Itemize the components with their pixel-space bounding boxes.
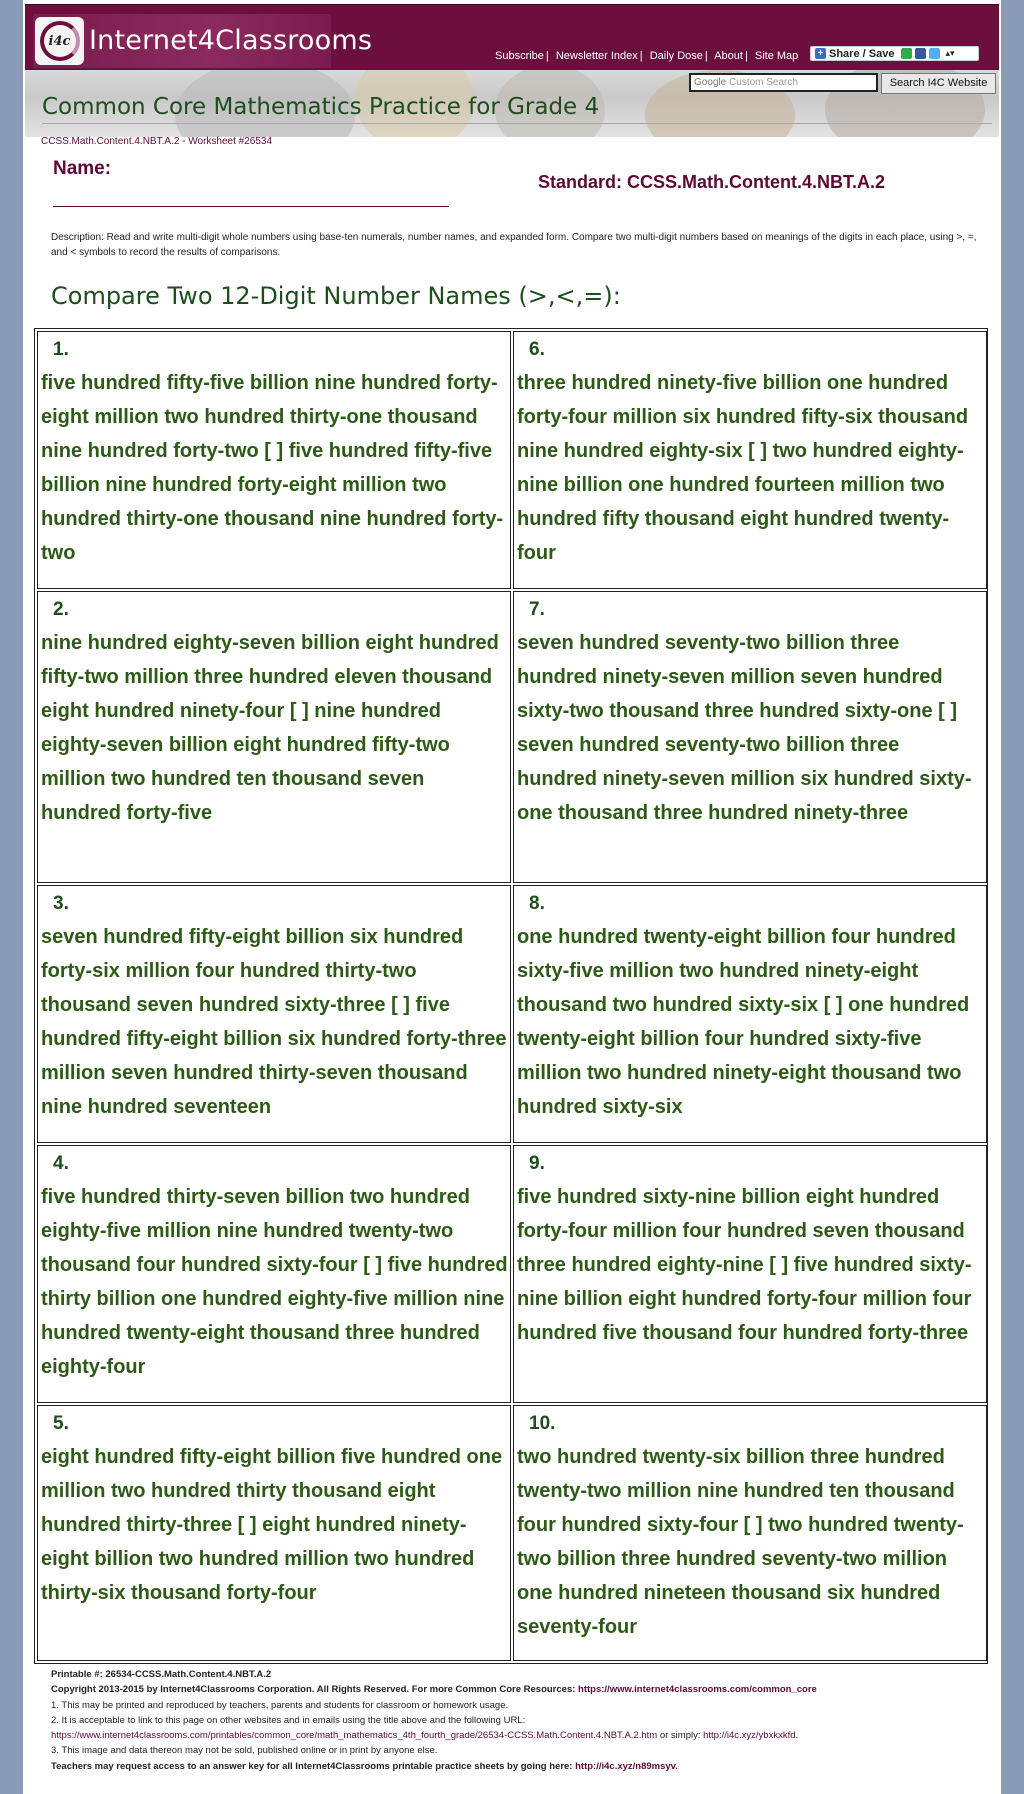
logo-mark: i4c bbox=[40, 21, 80, 61]
plus-icon: + bbox=[815, 48, 826, 59]
search-button[interactable]: Search I4C Website bbox=[881, 73, 996, 94]
question-6 bbox=[513, 331, 987, 589]
note-2: 2. It is acceptable to link to this page on other websites and in emails using the title above and the following URL: bbox=[51, 1714, 526, 1726]
twitter-icon bbox=[929, 48, 940, 59]
question-number: 2. bbox=[53, 599, 69, 620]
printable-number: Printable #: 26534-CCSS.Math.Content.4.NBT.A.2 bbox=[51, 1669, 272, 1680]
nav-subscribe[interactable]: Subscribe bbox=[495, 50, 544, 62]
question-number: 8. bbox=[529, 893, 545, 914]
top-nav: Subscribe | Newsletter Index | Daily Dose | About | Site Map bbox=[495, 50, 799, 62]
standard-label: Standard: CCSS.Math.Content.4.NBT.A.2 bbox=[538, 172, 886, 192]
logo-icon bbox=[35, 17, 84, 65]
question-9 bbox=[513, 1145, 987, 1403]
nav-newsletter-index[interactable]: Newsletter Index bbox=[555, 50, 638, 62]
note-1: 1. This may be printed and reproduced by teachers, parents and students for classroom or homework usage. bbox=[51, 1699, 509, 1711]
worksheet-id: CCSS.Math.Content.4.NBT.A.2 - Worksheet #26534 bbox=[41, 136, 273, 147]
search-input[interactable] bbox=[689, 73, 878, 92]
banner-divider bbox=[42, 123, 992, 124]
footer bbox=[51, 1667, 995, 1774]
question-1 bbox=[37, 331, 511, 589]
question-8 bbox=[513, 885, 987, 1143]
question-text: three hundred ninety-five billion one hundred forty-four million six hundred fifty-six thousand nine hundred eighty-six [ ] two hundred eighty-nine billion one hundred fourteen million two hundred fifty thousand eight hundred twenty-four bbox=[517, 372, 969, 564]
question-text: eight hundred fifty-eight billion five hundred one million two hundred thirty thousand eight hundred thirty-three [ ] eight hundred ninety-eight billion two hundred million two hundred thirty-six thousand forty-four bbox=[41, 1446, 503, 1604]
question-7 bbox=[513, 591, 987, 883]
question-3 bbox=[37, 885, 511, 1143]
question-10 bbox=[513, 1405, 987, 1661]
section-title: Compare Two 12-Digit Number Names (>,<,=): bbox=[51, 282, 621, 310]
question-4 bbox=[37, 1145, 511, 1403]
question-number: 9. bbox=[529, 1153, 545, 1174]
share-label: Share / Save bbox=[829, 47, 895, 60]
question-text: five hundred fifty-five billion nine hundred forty-eight million two hundred thirty-one thousand nine hundred forty-two [ ] five hundred fifty-five billion nine hundred forty-eight million two hundred thirty-one thousand nine hundred forty-two bbox=[41, 372, 504, 564]
answer-key-note: Teachers may request access to an answer key for all Internet4Classrooms printable practice sheets by going here: http://i4c.xyz/n89msyv. bbox=[51, 1760, 678, 1772]
common-core-link[interactable]: https://www.internet4classrooms.com/common_core bbox=[578, 1684, 817, 1696]
share-icon bbox=[901, 48, 912, 59]
site-name: Internet4Classrooms bbox=[89, 25, 373, 56]
long-url-link[interactable]: https://www.internet4classrooms.com/printables/common_core/math_mathematics_4th_fourth_grade/26534-CCSS.Math.Content.4.NBT.A.2.htm bbox=[51, 1730, 658, 1742]
question-text: nine hundred eighty-seven billion eight hundred fifty-two million three hundred eleven thousand eight hundred ninety-four [ ] nine hundred eighty-seven billion eight hundred fifty-two million two hundred ten thousand seven hundred forty-five bbox=[41, 632, 499, 824]
question-text: five hundred sixty-nine billion eight hundred forty-four million four hundred seven thousand three hundred eighty-nine [ ] five hundred sixty-nine billion eight hundred forty-four million four hundred five thousand four hundred forty-three bbox=[517, 1186, 972, 1344]
question-number: 4. bbox=[53, 1153, 69, 1174]
question-number: 10. bbox=[529, 1413, 556, 1434]
question-5 bbox=[37, 1405, 511, 1661]
page-url: https://www.internet4classrooms.com/printables/common_core/math_mathematics_4th_fourth_grade/26534-CCSS.Math.Content.4.NBT.A.2.htm or simply: http://i4c.xyz/ybxkxkfd. bbox=[51, 1730, 799, 1742]
banner bbox=[25, 70, 999, 137]
name-label: Name: bbox=[53, 158, 112, 179]
short-url-link[interactable]: http://i4c.xyz/ybxkxkfd bbox=[703, 1730, 796, 1742]
question-text: two hundred twenty-six billion three hundred twenty-two million nine hundred ten thousand four hundred sixty-four [ ] two hundred twenty-two billion three hundred seventy-two million one hundred nineteen thousand six hundred seventy-four bbox=[517, 1446, 964, 1638]
site-logo[interactable] bbox=[33, 14, 373, 68]
question-number: 3. bbox=[53, 893, 69, 914]
description: Description: Read and write multi-digit whole numbers using base-ten numerals, number names, and expanded form. Compare two multi-digit numbers based on meanings of the digits in each place, using >, =, and < symbols to record the results of comparisons. bbox=[51, 232, 977, 258]
google-brand: Google bbox=[694, 77, 727, 88]
share-save-button[interactable] bbox=[810, 46, 979, 61]
question-text: seven hundred fifty-eight billion six hundred forty-six million four hundred thirty-two thousand seven hundred sixty-three [ ] five hundred fifty-eight billion six hundred forty-three million seven hundred thirty-seven thousand nine hundred seventeen bbox=[41, 926, 507, 1118]
search-placeholder: Custom Search bbox=[729, 77, 798, 88]
question-number: 1. bbox=[53, 339, 69, 360]
page bbox=[23, 0, 1001, 1794]
question-text: seven hundred seventy-two billion three hundred ninety-seven million seven hundred sixty-two thousand three hundred sixty-one [ ] seven hundred seventy-two billion three hundred ninety-seven million six hundred sixty-one thousand three hundred ninety-three bbox=[517, 632, 972, 824]
questions-grid bbox=[34, 328, 988, 1664]
question-number: 5. bbox=[53, 1413, 69, 1434]
question-2 bbox=[37, 591, 511, 883]
nav-site-map[interactable]: Site Map bbox=[754, 50, 799, 62]
question-number: 6. bbox=[529, 339, 545, 360]
site-header bbox=[25, 4, 999, 70]
name-line bbox=[53, 206, 449, 207]
copyright: Copyright 2013-2015 by Internet4Classrooms Corporation. All Rights Reserved. For more Common Core Resources: https://www.internet4classrooms.com/common_core bbox=[51, 1684, 817, 1696]
answer-key-link[interactable]: http://i4c.xyz/n89msyv bbox=[575, 1760, 676, 1772]
question-text: five hundred thirty-seven billion two hundred eighty-five million nine hundred twenty-two thousand four hundred sixty-four [ ] five hundred thirty billion one hundred eighty-five million nine hundred twenty-eight thousand three hundred eighty-four bbox=[41, 1186, 508, 1378]
facebook-icon bbox=[915, 48, 926, 59]
dropdown-arrow-icon: ▴▾ bbox=[945, 48, 955, 58]
nav-about[interactable]: About bbox=[714, 50, 743, 62]
note-3: 3. This image and data thereon may not be sold, published online or in print by anyone else. bbox=[51, 1745, 438, 1757]
page-title: Common Core Mathematics Practice for Grade 4 bbox=[42, 94, 600, 120]
question-text: one hundred twenty-eight billion four hundred sixty-five million two hundred ninety-eight thousand two hundred sixty-six [ ] one hundred twenty-eight billion four hundred sixty-five million two hundred ninety-eight thousand two hundred sixty-six bbox=[517, 926, 970, 1118]
question-number: 7. bbox=[529, 599, 545, 620]
nav-daily-dose[interactable]: Daily Dose bbox=[649, 50, 703, 62]
